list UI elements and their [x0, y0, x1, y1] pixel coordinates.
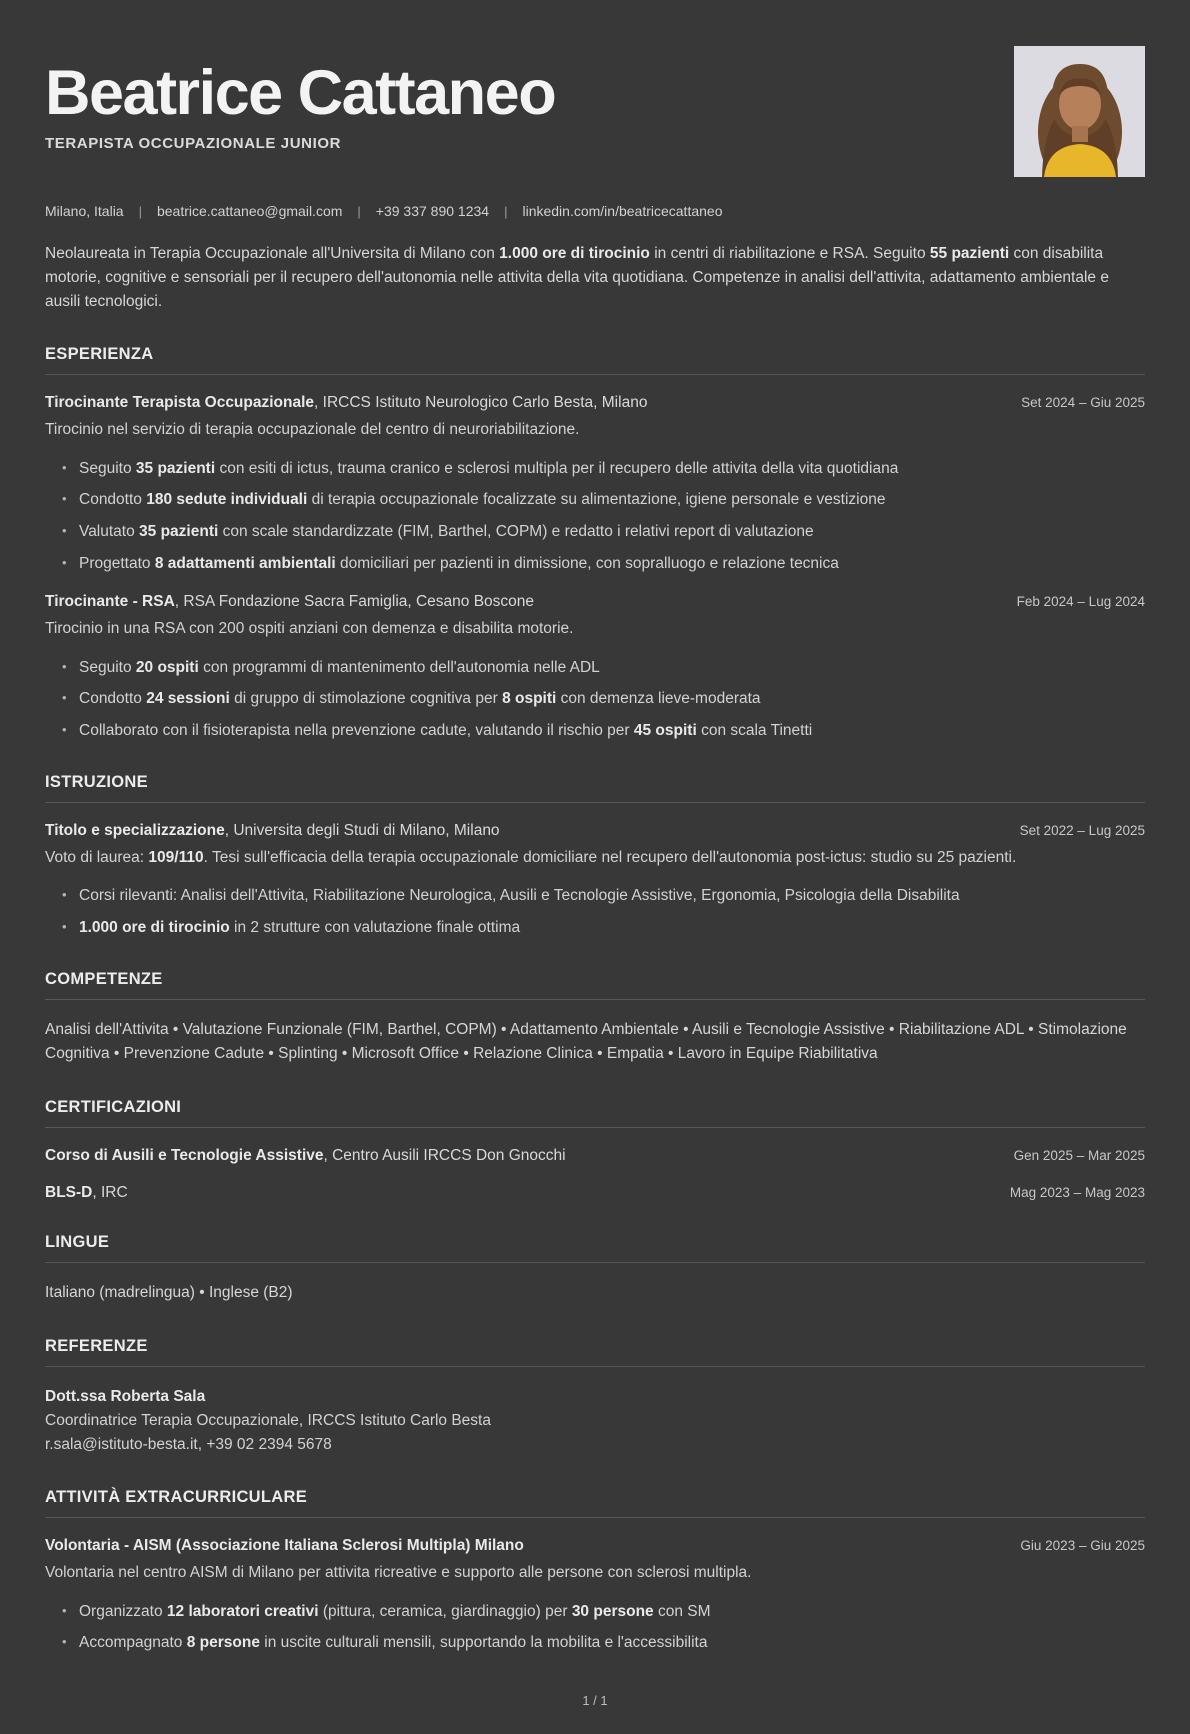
volunteer-bullet: • Accompagnato 8 persone in uscite culturali mensili, supportando la mobilita e l'accessibilita	[45, 1632, 1145, 1654]
education-bullet: • Corsi rilevanti: Analisi dell'Attivita, Riabilitazione Neurologica, Ausili e Tecnologie Assistive, Ergonomia, Psicologia della Disabilita	[45, 885, 1145, 907]
experience-entry	[45, 593, 1145, 742]
volunteer-subtitle: Volontaria nel centro AISM di Milano per attivita ricreative e supporto alle persone con sclerosi multipla.	[45, 1564, 752, 1582]
reference-entry	[45, 1385, 1145, 1457]
extracurricular-entry	[45, 1537, 1145, 1654]
volunteer-dates: Giu 2023 – Giu 2025	[1020, 1538, 1145, 1554]
section-heading-attivita-extracurriculare: ATTIVITÀ EXTRACURRICULARE	[45, 1488, 1145, 1518]
volunteer-bullet: • Organizzato 12 laboratori creativi (pittura, ceramica, giardinaggio) per 30 persone con SM	[45, 1601, 1145, 1623]
entry-header	[45, 1537, 1145, 1555]
certification-entry	[45, 1147, 1145, 1165]
job-bullet: • Seguito 20 ospiti con programmi di mantenimento dell'autonomia nelle ADL	[45, 657, 1145, 679]
certification-name: BLS-D, IRC	[45, 1184, 128, 1202]
job-dates: Feb 2024 – Lug 2024	[1016, 594, 1145, 610]
job-subtitle: Tirocinio in una RSA con 200 ospiti anziani con demenza e disabilita motorie.	[45, 620, 574, 638]
reference-contact: r.sala@istituto-besta.it, +39 02 2394 5678	[45, 1436, 332, 1454]
contact-separator: |	[504, 203, 508, 219]
job-bullet: • Progettato 8 adattamenti ambientali domiciliari per pazienti in dimissione, con sopralluogo e relazione tecnica	[45, 553, 1145, 575]
person-name: Beatrice Cattaneo	[45, 58, 556, 128]
contact-phone: +39 337 890 1234	[375, 203, 490, 219]
job-title: Tirocinante - RSA, RSA Fondazione Sacra Famiglia, Cesano Boscone	[45, 593, 535, 611]
job-title: Tirocinante Terapista Occupazionale, IRCCS Istituto Neurologico Carlo Besta, Milano	[45, 394, 648, 412]
reference-name: Dott.ssa Roberta Sala	[45, 1388, 206, 1406]
header	[45, 38, 1145, 177]
header-text	[45, 38, 555, 152]
page-indicator: 1 / 1	[582, 1692, 608, 1708]
contact-location: Milano, Italia	[45, 203, 124, 219]
section-heading-certificazioni: CERTIFICAZIONI	[45, 1098, 1145, 1128]
certification-entry	[45, 1184, 1145, 1202]
education-bullet: • 1.000 ore di tirocinio in 2 strutture con valutazione finale ottima	[45, 917, 1145, 939]
volunteer-title: Volontaria - AISM (Associazione Italiana Sclerosi Multipla) Milano	[45, 1537, 524, 1555]
section-heading-lingue: LINGUE	[45, 1233, 1145, 1263]
person-role-title: TERAPISTA OCCUPAZIONALE JUNIOR	[45, 135, 342, 153]
contact-separator: |	[357, 203, 361, 219]
skills-list: Analisi dell'Attivita • Valutazione Funzionale (FIM, Barthel, COPM) • Adattamento Ambientale • Ausili e Tecnologie Assistive • Riabilitazione ADL • Stimolazione Cognitiva • Prevenzione Cadute • Splinting • Microsoft Office • Relazione Clinica • Empatia • Lavoro in Equipe Riabilitativa	[45, 1020, 1127, 1063]
reference-role: Coordinatrice Terapia Occupazionale, IRCCS Istituto Carlo Besta	[45, 1412, 491, 1430]
experience-entry	[45, 394, 1145, 574]
job-bullet: • Condotto 24 sessioni di gruppo di stimolazione cognitiva per 8 ospiti con demenza lieve-moderata	[45, 688, 1145, 710]
certification-dates: Mag 2023 – Mag 2023	[1009, 1185, 1145, 1201]
job-subtitle: Tirocinio nel servizio di terapia occupazionale del centro di neuroriabilitazione.	[45, 421, 580, 439]
section-heading-esperienza: ESPERIENZA	[45, 345, 1145, 375]
entry-header	[45, 822, 1145, 840]
degree-subtitle: Voto di laurea: 109/110. Tesi sull'efficacia della terapia occupazionale domiciliare nel recupero dell'autonomia post-ictus: studio su 25 pazienti.	[45, 848, 1017, 866]
job-bullet-list	[45, 657, 1145, 742]
job-dates: Set 2024 – Giu 2025	[1021, 395, 1145, 411]
profile-photo-illustration	[1014, 46, 1145, 177]
job-bullet: • Valutato 35 pazienti con scale standardizzate (FIM, Barthel, COPM) e redatto i relativi report di valutazione	[45, 521, 1145, 543]
section-heading-referenze: REFERENZE	[45, 1337, 1145, 1367]
contact-separator: |	[138, 203, 142, 219]
certification-name: Corso di Ausili e Tecnologie Assistive, Centro Ausili IRCCS Don Gnocchi	[45, 1147, 566, 1165]
volunteer-bullet-list	[45, 1601, 1145, 1654]
section-heading-competenze: COMPETENZE	[45, 970, 1145, 1000]
profile-photo	[1014, 46, 1145, 177]
education-entry	[45, 822, 1145, 939]
job-bullet: • Collaborato con il fisioterapista nella prevenzione cadute, valutando il rischio per 45 ospiti con scala Tinetti	[45, 720, 1145, 742]
degree-dates: Set 2022 – Lug 2025	[1019, 822, 1145, 838]
entry-header	[45, 394, 1145, 412]
job-bullet: • Seguito 35 pazienti con esiti di ictus, trauma cranico e sclerosi multipla per il recupero delle attivita della vita quotidiana	[45, 458, 1145, 480]
certification-dates: Gen 2025 – Mar 2025	[1013, 1148, 1145, 1164]
degree-title: Titolo e specializzazione, Universita degli Studi di Milano, Milano	[45, 821, 500, 839]
professional-summary: Neolaureata in Terapia Occupazionale all'Universita di Milano con 1.000 ore di tirocinio in centri di riabilitazione e RSA. Seguito 55 pazienti con disabilita motorie, cognitive e sensoriali per il recupero dell'autonomia nelle attivita della vita quotidiana. Competenze in analisi dell'attivita, adattamento ambientale e ausili tecnologici.	[45, 245, 1109, 311]
languages-list: Italiano (madrelingua) • Inglese (B2)	[45, 1284, 293, 1302]
contact-linkedin: linkedin.com/in/beatricecattaneo	[522, 203, 723, 219]
education-bullet-list	[45, 885, 1145, 938]
section-heading-istruzione: ISTRUZIONE	[45, 773, 1145, 803]
job-bullet-list	[45, 458, 1145, 575]
entry-header	[45, 593, 1145, 611]
job-bullet: • Condotto 180 sedute individuali di terapia occupazionale focalizzate su alimentazione, igiene personale e vestizione	[45, 489, 1145, 511]
contact-email: beatrice.cattaneo@gmail.com	[156, 203, 343, 219]
contact-row	[45, 203, 1145, 219]
